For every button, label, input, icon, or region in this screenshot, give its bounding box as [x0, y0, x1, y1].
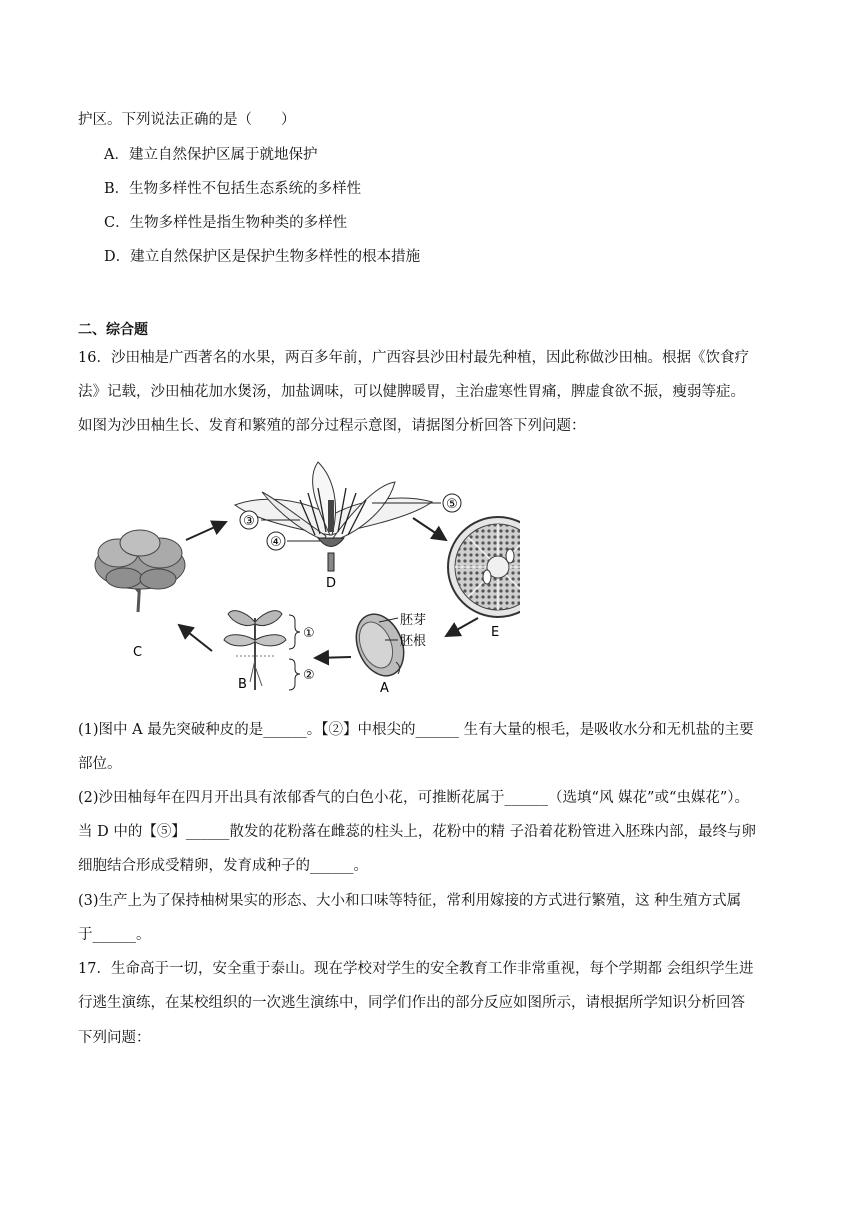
- arrow-c-to-d: [186, 522, 226, 540]
- q15-option-a: A．建立自然保护区属于就地保护: [104, 147, 318, 163]
- tree-c-illustration: [95, 530, 185, 612]
- q16-stem-line-1: 16．沙田柚是广西著名的水果，两百多年前，广西容县沙田村最先种植，因此称做沙田柚。根据《饮食疗: [78, 350, 749, 366]
- q16-sub-2-line-1: (2)沙田柚每年在四月开出具有浓郁香气的白色小花，可推断花属于______（选填“风 媒花”或“虫媒花”）。: [78, 790, 750, 806]
- q16-sub-1-line-1: (1)图中 A 最先突破种皮的是______。【②】中根尖的______ 生有大量的根毛，是吸收水分和无机盐的主要: [78, 722, 754, 738]
- marker-1: ①: [303, 626, 315, 641]
- arrow-e-to-a: [446, 618, 478, 636]
- q17-stem-line-3: 下列问题：: [78, 1030, 151, 1046]
- q15-stem-tail: 护区。下列说法正确的是（ ）: [78, 112, 296, 128]
- label-d: D: [326, 576, 337, 591]
- q16-sub-1-line-2: 部位。: [78, 756, 122, 772]
- seedling-b-illustration: [224, 611, 286, 690]
- marker-5: ⑤: [446, 497, 458, 512]
- q16-sub-3-line-1: (3)生产上为了保持柚树果实的形态、大小和口味等特征，常利用嫁接的方式进行繁殖，这 种生殖方式属: [78, 893, 742, 909]
- label-b: B: [238, 677, 247, 692]
- q15-option-d: D．建立自然保护区是保护生物多样性的根本措施: [104, 249, 421, 265]
- marker-2: ②: [303, 668, 315, 683]
- fruit-e-illustration: [448, 517, 520, 617]
- q16-sub-3-line-2: 于______。: [78, 927, 151, 943]
- arrow-a-to-b: [315, 657, 351, 658]
- embryo-root-label: 胚根: [400, 634, 427, 649]
- label-a: A: [380, 681, 389, 696]
- marker-4: ④: [270, 535, 282, 550]
- marker-3: ③: [243, 514, 255, 529]
- q16-stem-line-3: 如图为沙田柚生长、发育和繁殖的部分过程示意图，请据图分析回答下列问题：: [78, 418, 586, 434]
- q17-stem-line-1: 17．生命高于一切，安全重于泰山。现在学校对学生的安全教育工作非常重视，每个学期都 会组织学生进: [78, 961, 754, 977]
- life-cycle-diagram: [80, 455, 520, 700]
- label-c: C: [133, 645, 143, 660]
- q15-option-c: C．生物多样性是指生物种类的多样性: [104, 215, 348, 231]
- q16-stem-line-2: 法》记载，沙田柚花加水煲汤，加盐调味，可以健脾暖胃，主治虚寒性胃痛，脾虚食欲不振，瘦弱等症。: [78, 384, 745, 400]
- embryo-bud-label: 胚芽: [400, 613, 427, 628]
- arrow-d-to-e: [413, 518, 446, 540]
- section-heading: 二、综合题: [78, 322, 148, 338]
- arrow-b-to-c: [179, 625, 212, 651]
- q16-sub-2-line-3: 细胞结合形成受精卵，发育成种子的______。: [78, 858, 368, 874]
- q17-stem-line-2: 行逃生演练，在某校组织的一次逃生演练中，同学们作出的部分反应如图所示，请根据所学知识分析回答: [78, 995, 745, 1011]
- label-e: E: [491, 625, 500, 640]
- q15-option-b: B．生物多样性不包括生态系统的多样性: [104, 181, 362, 197]
- flower-d-illustration: [235, 462, 432, 571]
- q16-sub-2-line-2: 当 D 中的【⑤】______散发的花粉落在雌蕊的柱头上，花粉中的精 子沿着花粉管进入胚珠内部，最终与卵: [78, 824, 756, 840]
